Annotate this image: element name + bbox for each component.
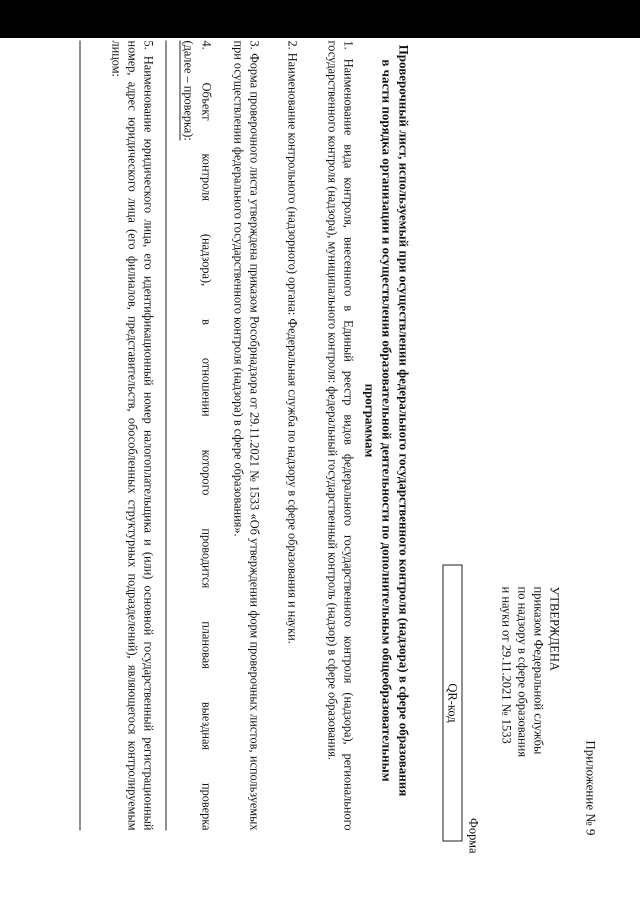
document-title: Проверочный лист, используемый при осуществлении федерального государственного контроля (надзора) в сфере образования в части порядка организации и осуществления образовательной деятельности по дополнительным общеобразовательным программам xyxy=(362,44,411,796)
fill-line xyxy=(165,40,166,830)
qr-code-box: QR-код xyxy=(442,564,462,841)
fill-line xyxy=(79,40,80,830)
approval-block xyxy=(498,586,562,757)
item-4: 4. Объект контроля (надзора), в отношении которого проводится плановая выездная проверка xyxy=(199,40,213,830)
item-5: 5. Наименование юридического лица, его идентификационный номер налогоплательщика и (или) основной государственный регистрационный номер, адрес юридического лица (его филиалов, представительств, обособленных структурных подразделений), являющегося контролируемым лицом: xyxy=(109,40,155,830)
form-label: Форма xyxy=(466,817,480,853)
approval-line: УТВЕРЖДЕНА xyxy=(547,586,561,671)
item-1: 1. Наименование вида контроля, внесенного в Единый реестр видов федерального государственного контроля (надзора), регионального государственного контроля (надзора), муниципального контроля: федеральный государственный контроль (надзор) в сфере образования. xyxy=(325,40,355,830)
item-4-continuation-text: (далее – проверка): xyxy=(181,40,195,141)
item-2: 2. Наименование контрольного (надзорного) органа: Федеральная служба по надзору в сфере образования и науки. xyxy=(285,40,299,644)
approval-line: приказом Федеральной службы xyxy=(531,586,545,754)
document-page xyxy=(38,0,640,905)
approval-line: и науки от 29.11.2021 № 1533 xyxy=(499,586,513,744)
item-3: 3. Форма проверочного листа утверждена приказом Рособрнадзора от 29.11.2021 № 1533 «Об утверждении форм проверочных листов, используемых при осуществлении федерального государственного контроля (надзора) в сфере образования». xyxy=(231,40,261,830)
approval-line: по надзору в сфере образования xyxy=(515,586,529,757)
item-4-continuation xyxy=(180,40,196,830)
appendix-number: Приложение № 9 xyxy=(583,739,598,835)
